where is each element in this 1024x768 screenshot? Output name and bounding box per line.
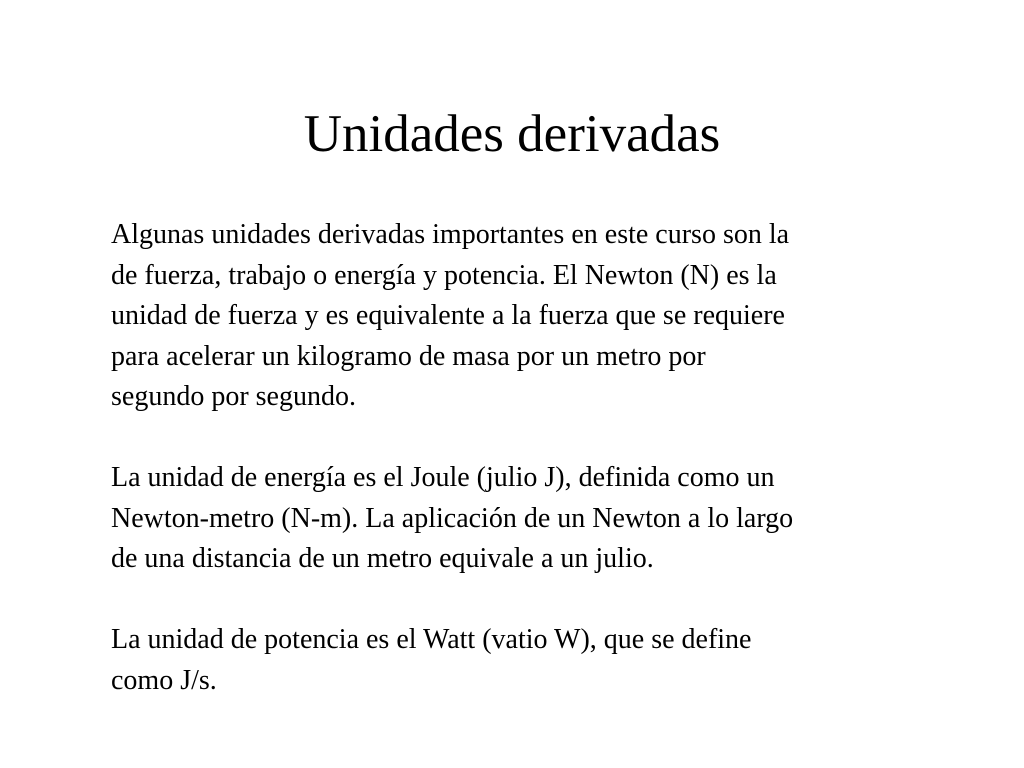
paragraph-line: como J/s. xyxy=(111,664,217,696)
paragraph-energy-unit xyxy=(111,458,951,580)
paragraph-line: de fuerza, trabajo o energía y potencia. El Newton (N) es la xyxy=(111,259,777,291)
paragraph-line: segundo por segundo. xyxy=(111,381,356,412)
paragraph-line: La unidad de potencia es el Watt (vatio W), que se define xyxy=(111,624,752,655)
slide-title: Unidades derivadas xyxy=(303,105,721,163)
paragraph-line: de una distancia de un metro equivale a un julio. xyxy=(111,543,654,574)
paragraph-line: Algunas unidades derivadas importantes en este curso son la xyxy=(111,219,790,250)
paragraph-line: Newton-metro (N-m). La aplicación de un Newton a lo largo xyxy=(111,502,794,534)
paragraph-line: La unidad de energía es el Joule (julio J), definida como un xyxy=(111,462,775,493)
paragraph-derived-units xyxy=(111,215,951,418)
paragraph-line: para acelerar un kilogramo de masa por un metro por xyxy=(111,340,706,372)
paragraph-line: unidad de fuerza y es equivalente a la fuerza que se requiere xyxy=(111,300,785,331)
slide-body xyxy=(111,215,951,701)
paragraph-power-unit xyxy=(111,620,951,701)
